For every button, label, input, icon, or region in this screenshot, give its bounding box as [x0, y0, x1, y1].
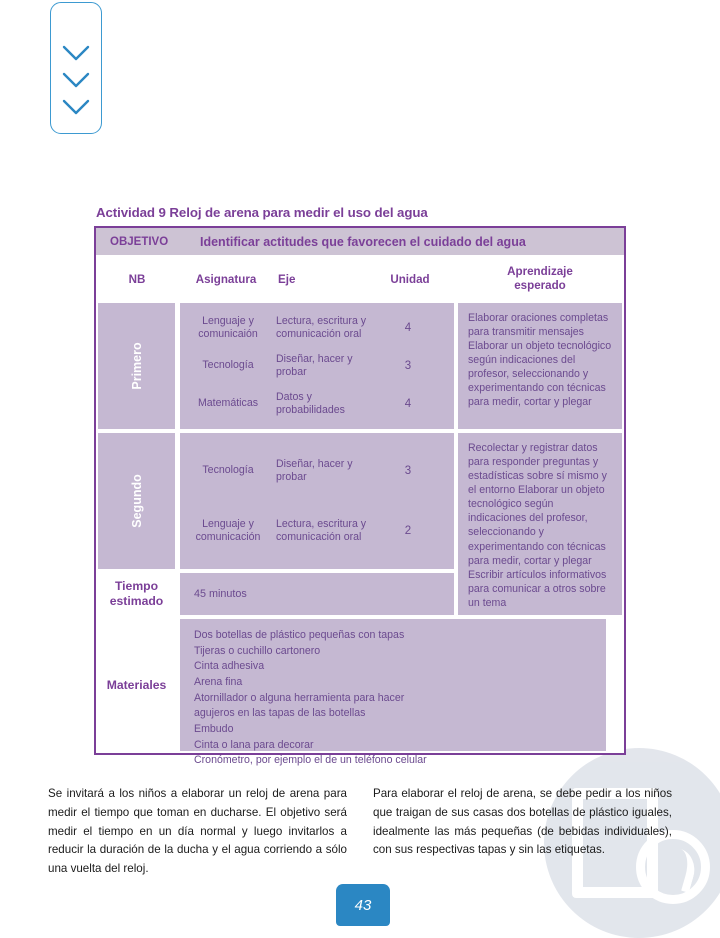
eje-value: Diseñar, hacer y probar: [276, 352, 353, 378]
eje-value: Datos y probabilidades: [276, 390, 345, 416]
unidad-value: 3: [404, 360, 412, 372]
asignatura-value: Tecnología: [202, 359, 254, 372]
eje-value: Lectura, escritura y comunicación oral: [276, 314, 367, 340]
unidad-value: 2: [404, 525, 412, 537]
subject-row: [180, 385, 454, 423]
subject-row: [180, 452, 454, 490]
material-item: Arena fina: [194, 676, 243, 689]
material-item: Embudo: [194, 723, 234, 736]
activity-title: Actividad 9 Reloj de arena para medir el uso del agua: [96, 205, 428, 220]
body-text: [48, 785, 672, 879]
material-item: Cronómetro, por ejemplo el de un teléfono celular: [194, 754, 427, 767]
header-nb: NB: [128, 272, 146, 286]
subject-row: [180, 512, 454, 550]
aprendizaje-cell: [456, 301, 624, 431]
material-item: Atornillador o alguna herramienta para hacer: [194, 691, 405, 704]
unidad-value: 4: [404, 398, 412, 410]
asignatura-value: Lenguaje y comunicaión: [198, 314, 258, 340]
page-number-badge: 43: [336, 884, 390, 926]
paragraph-right: Para elaborar el reloj de arena, se debe pedir a los niños que traigan de sus casas dos botellas de plástico iguales, idealmente las más pequeñas (de bebidas individuales), con sus respectivas tapas y sin las etiquetas.: [373, 787, 672, 857]
nb-cell-segundo: [96, 431, 178, 571]
chevron-down-icon: [62, 72, 90, 89]
table-row: [96, 301, 624, 431]
header-unidad: Unidad: [390, 272, 430, 286]
objetivo-band: [96, 228, 624, 257]
activity-table: [94, 226, 626, 767]
tiempo-row: [96, 571, 456, 617]
header-eje: Eje: [278, 272, 296, 286]
aprendizaje-text: Elaborar oraciones completas para transmitir mensajes Elaborar un objeto tecnológico según indicaciones del profesor, seleccionando y experimentando con técnicas para medir, cortar y plegar: [468, 312, 612, 409]
aprendizaje-cell: [456, 431, 624, 617]
asignatura-value: Tecnología: [202, 464, 254, 477]
unidad-value: 4: [404, 322, 412, 334]
subject-group-primero: [178, 301, 456, 431]
table-header-row: [96, 257, 624, 301]
subject-group-segundo: [178, 431, 456, 571]
aprendizaje-text: Recolectar y registrar datos para responder preguntas y estadísticas sobre sí mismo y el entorno Elaborar un objeto tecnológico según indicaciones del profesor, seleccionando y experimentando con técnicas para medir, cortar y plegar Escribir artículos informativos para comunicar a otros sobre un tema: [468, 442, 607, 609]
eje-value: Diseñar, hacer y probar: [276, 457, 353, 483]
material-item: Dos botellas de plástico pequeñas con tapas: [194, 629, 405, 641]
objetivo-label: OBJETIVO: [110, 235, 169, 248]
nb-cell-primero: [96, 301, 178, 431]
eje-value: Lectura, escritura y comunicación oral: [276, 517, 367, 543]
subject-row: [180, 309, 454, 347]
materiales-label: Materiales: [106, 677, 167, 692]
paragraph-left: Se invitará a los niños a elaborar un reloj de arena para medir el tiempo que toman en ducharse. El objetivo será medir el tiempo en un día normal y luego invitarlos a reducir la duración de la ducha y el agua corriendo a sólo una vuelta del reloj.: [48, 787, 347, 876]
unidad-value: 3: [404, 465, 412, 477]
asignatura-value: Matemáticas: [197, 397, 259, 410]
tiempo-label-cell: [96, 571, 178, 617]
chevron-down-icon: [62, 45, 90, 62]
tiempo-label: Tiempo estimado: [109, 579, 164, 608]
nb-label: Primero: [129, 342, 144, 390]
materiales-list: [178, 617, 608, 767]
subject-row: [180, 347, 454, 385]
header-aprendizaje-l2: esperado: [514, 279, 566, 292]
header-aprendizaje-l1: Aprendizaje: [507, 264, 573, 278]
material-item: agujeros en las tapas de las botellas: [194, 707, 366, 720]
chevron-down-icon: [62, 99, 90, 116]
header-aprendizaje: [456, 265, 624, 294]
segundo-top: [96, 431, 456, 571]
table-row: [96, 431, 624, 617]
nb-label: Segundo: [129, 474, 144, 528]
material-item: Tijeras o cuchillo cartonero: [194, 644, 321, 657]
materiales-row: [96, 617, 624, 767]
objetivo-value: Identificar actitudes que favorecen el cuidado del agua: [200, 234, 526, 249]
materiales-label-cell: [96, 617, 178, 753]
header-asignatura: Asignatura: [195, 272, 257, 286]
asignatura-value: Lenguaje y comunicación: [195, 517, 261, 543]
material-item: Cinta adhesiva: [194, 660, 265, 673]
material-item: Cinta o lana para decorar: [194, 738, 314, 751]
chevron-marker-box: [50, 2, 102, 134]
tiempo-value: 45 minutos: [178, 571, 456, 617]
